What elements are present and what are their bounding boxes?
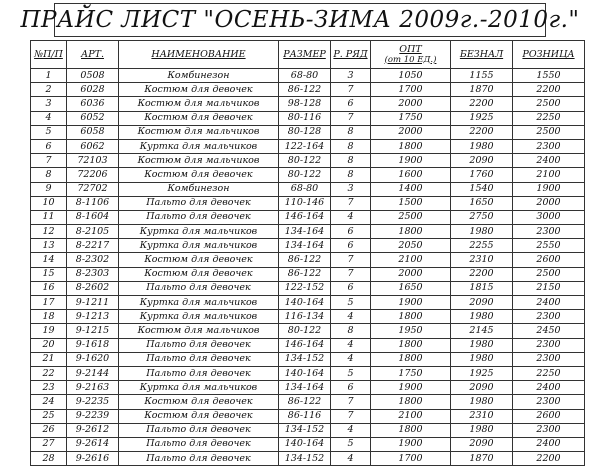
header-opt — [371, 41, 451, 69]
cell-name: Комбинезон — [119, 69, 279, 83]
cell-opt: 1900 — [371, 296, 451, 310]
cell-num: 18 — [31, 310, 67, 324]
header-opt-note: (от 10 ЕД.) — [384, 54, 437, 65]
cell-roz: 2500 — [513, 97, 585, 111]
cell-art: 8-2303 — [67, 267, 119, 281]
cell-num: 17 — [31, 296, 67, 310]
cell-bez: 2090 — [451, 437, 513, 451]
cell-roz: 2400 — [513, 437, 585, 451]
cell-bez: 2200 — [451, 267, 513, 281]
cell-art: 8-1604 — [67, 210, 119, 224]
cell-num: 11 — [31, 210, 67, 224]
cell-bez: 1980 — [451, 139, 513, 153]
cell-opt: 1650 — [371, 281, 451, 295]
cell-art: 9-2616 — [67, 452, 119, 466]
cell-row: 7 — [331, 253, 371, 267]
cell-num: 16 — [31, 281, 67, 295]
cell-art: 9-1618 — [67, 338, 119, 352]
cell-art: 6058 — [67, 125, 119, 139]
cell-art: 9-2614 — [67, 437, 119, 451]
cell-art: 9-1213 — [67, 310, 119, 324]
cell-roz: 2300 — [513, 139, 585, 153]
cell-name: Костюм для девочек — [119, 395, 279, 409]
cell-name: Пальто для девочек — [119, 281, 279, 295]
cell-art: 8-2302 — [67, 253, 119, 267]
header-size: РАЗМЕР — [279, 41, 331, 69]
cell-opt: 1950 — [371, 324, 451, 338]
cell-row: 3 — [331, 182, 371, 196]
cell-num: 22 — [31, 366, 67, 380]
cell-num: 13 — [31, 239, 67, 253]
cell-roz: 3000 — [513, 210, 585, 224]
cell-num: 14 — [31, 253, 67, 267]
cell-opt: 2000 — [371, 97, 451, 111]
cell-size: 80-122 — [279, 168, 331, 182]
cell-row: 6 — [331, 281, 371, 295]
cell-size: 116-134 — [279, 310, 331, 324]
cell-roz: 2300 — [513, 225, 585, 239]
cell-name: Костюм для девочек — [119, 253, 279, 267]
cell-size: 140-164 — [279, 296, 331, 310]
table-row — [31, 352, 585, 366]
cell-opt: 1800 — [371, 338, 451, 352]
cell-roz: 2250 — [513, 111, 585, 125]
title-box — [20, 3, 580, 37]
cell-row: 8 — [331, 125, 371, 139]
cell-row: 4 — [331, 210, 371, 224]
cell-opt: 1800 — [371, 395, 451, 409]
cell-name: Костюм для девочек — [119, 267, 279, 281]
cell-name: Костюм для девочек — [119, 111, 279, 125]
cell-art: 8-2105 — [67, 225, 119, 239]
cell-roz: 2100 — [513, 168, 585, 182]
cell-bez: 2090 — [451, 296, 513, 310]
cell-size: 134-164 — [279, 225, 331, 239]
cell-name: Костюм для мальчиков — [119, 125, 279, 139]
cell-num: 4 — [31, 111, 67, 125]
cell-row: 5 — [331, 437, 371, 451]
cell-art: 0508 — [67, 69, 119, 83]
table-row — [31, 239, 585, 253]
cell-size: 140-164 — [279, 366, 331, 380]
cell-name: Комбинезон — [119, 182, 279, 196]
cell-bez: 2255 — [451, 239, 513, 253]
cell-opt: 2500 — [371, 210, 451, 224]
cell-bez: 1155 — [451, 69, 513, 83]
cell-size: 146-164 — [279, 210, 331, 224]
cell-opt: 1800 — [371, 139, 451, 153]
cell-bez: 2310 — [451, 409, 513, 423]
cell-name: Пальто для девочек — [119, 423, 279, 437]
header-art: АРТ. — [67, 41, 119, 69]
cell-art: 9-1211 — [67, 296, 119, 310]
cell-opt: 1400 — [371, 182, 451, 196]
cell-bez: 2200 — [451, 97, 513, 111]
cell-opt: 1800 — [371, 352, 451, 366]
cell-row: 7 — [331, 111, 371, 125]
cell-num: 27 — [31, 437, 67, 451]
cell-opt: 2100 — [371, 409, 451, 423]
cell-art: 6062 — [67, 139, 119, 153]
cell-opt: 1050 — [371, 69, 451, 83]
cell-art: 9-2612 — [67, 423, 119, 437]
table-body — [31, 69, 585, 466]
cell-art: 72702 — [67, 182, 119, 196]
cell-opt: 2050 — [371, 239, 451, 253]
cell-row: 8 — [331, 324, 371, 338]
cell-name: Куртка для мальчиков — [119, 381, 279, 395]
cell-size: 86-122 — [279, 253, 331, 267]
cell-num: 6 — [31, 139, 67, 153]
cell-opt: 1900 — [371, 154, 451, 168]
cell-roz: 2400 — [513, 381, 585, 395]
cell-art: 9-2144 — [67, 366, 119, 380]
table-row — [31, 253, 585, 267]
cell-num: 21 — [31, 352, 67, 366]
cell-row: 4 — [331, 352, 371, 366]
cell-art: 9-1620 — [67, 352, 119, 366]
table-row — [31, 409, 585, 423]
cell-num: 10 — [31, 196, 67, 210]
table-row — [31, 366, 585, 380]
cell-size: 80-122 — [279, 324, 331, 338]
cell-roz: 2250 — [513, 366, 585, 380]
table-row — [31, 182, 585, 196]
cell-roz: 2300 — [513, 423, 585, 437]
cell-name: Костюм для девочек — [119, 409, 279, 423]
cell-bez: 1980 — [451, 310, 513, 324]
header-row: Р. РЯД — [331, 41, 371, 69]
table-row — [31, 225, 585, 239]
cell-row: 7 — [331, 395, 371, 409]
table-row — [31, 83, 585, 97]
cell-size: 80-122 — [279, 154, 331, 168]
table-row — [31, 281, 585, 295]
cell-art: 9-2235 — [67, 395, 119, 409]
cell-num: 23 — [31, 381, 67, 395]
cell-row: 4 — [331, 338, 371, 352]
cell-art: 9-2163 — [67, 381, 119, 395]
cell-name: Пальто для девочек — [119, 366, 279, 380]
cell-size: 134-164 — [279, 381, 331, 395]
cell-bez: 1980 — [451, 352, 513, 366]
cell-size: 146-164 — [279, 338, 331, 352]
table-row — [31, 154, 585, 168]
cell-row: 7 — [331, 196, 371, 210]
cell-size: 86-122 — [279, 395, 331, 409]
header-bez: БЕЗНАЛ — [451, 41, 513, 69]
cell-row: 6 — [331, 225, 371, 239]
cell-roz: 2300 — [513, 310, 585, 324]
cell-roz: 2500 — [513, 267, 585, 281]
table-row — [31, 69, 585, 83]
cell-opt: 1900 — [371, 437, 451, 451]
cell-name: Пальто для девочек — [119, 352, 279, 366]
table-row — [31, 139, 585, 153]
table-row — [31, 452, 585, 466]
cell-num: 20 — [31, 338, 67, 352]
cell-opt: 1900 — [371, 381, 451, 395]
cell-roz: 2400 — [513, 154, 585, 168]
cell-roz: 2300 — [513, 395, 585, 409]
cell-row: 6 — [331, 97, 371, 111]
cell-name: Пальто для девочек — [119, 210, 279, 224]
cell-opt: 1800 — [371, 225, 451, 239]
table-row — [31, 310, 585, 324]
cell-name: Костюм для девочек — [119, 83, 279, 97]
cell-art: 6036 — [67, 97, 119, 111]
cell-bez: 1980 — [451, 423, 513, 437]
cell-name: Костюм для мальчиков — [119, 324, 279, 338]
cell-bez: 1650 — [451, 196, 513, 210]
cell-size: 80-116 — [279, 111, 331, 125]
cell-art: 72103 — [67, 154, 119, 168]
table-row — [31, 196, 585, 210]
cell-opt: 1750 — [371, 366, 451, 380]
cell-bez: 2200 — [451, 125, 513, 139]
cell-art: 72206 — [67, 168, 119, 182]
cell-roz: 2500 — [513, 125, 585, 139]
header-num: №П/П — [31, 41, 67, 69]
cell-row: 8 — [331, 154, 371, 168]
cell-bez: 2310 — [451, 253, 513, 267]
table-row — [31, 267, 585, 281]
cell-bez: 1815 — [451, 281, 513, 295]
cell-name: Куртка для мальчиков — [119, 225, 279, 239]
table-row — [31, 395, 585, 409]
cell-name: Пальто для девочек — [119, 437, 279, 451]
cell-roz: 2450 — [513, 324, 585, 338]
cell-roz: 2300 — [513, 338, 585, 352]
cell-opt: 2100 — [371, 253, 451, 267]
cell-roz: 2550 — [513, 239, 585, 253]
cell-roz: 2600 — [513, 253, 585, 267]
table-row — [31, 338, 585, 352]
cell-size: 68-80 — [279, 69, 331, 83]
cell-row: 4 — [331, 452, 371, 466]
cell-bez: 2750 — [451, 210, 513, 224]
cell-num: 8 — [31, 168, 67, 182]
cell-roz: 2400 — [513, 296, 585, 310]
cell-row: 7 — [331, 267, 371, 281]
header-opt-label: ОПТ — [399, 43, 422, 55]
cell-name: Куртка для мальчиков — [119, 296, 279, 310]
cell-opt: 1750 — [371, 111, 451, 125]
cell-bez: 2090 — [451, 381, 513, 395]
cell-bez: 1870 — [451, 452, 513, 466]
cell-name: Костюм для девочек — [119, 168, 279, 182]
cell-name: Костюм для мальчиков — [119, 97, 279, 111]
cell-num: 5 — [31, 125, 67, 139]
cell-size: 80-128 — [279, 125, 331, 139]
table-row — [31, 111, 585, 125]
cell-art: 8-2602 — [67, 281, 119, 295]
table-row — [31, 296, 585, 310]
cell-bez: 2145 — [451, 324, 513, 338]
price-table — [30, 40, 585, 466]
cell-bez: 1760 — [451, 168, 513, 182]
table-row — [31, 97, 585, 111]
cell-size: 98-128 — [279, 97, 331, 111]
cell-opt: 1700 — [371, 452, 451, 466]
cell-opt: 1800 — [371, 310, 451, 324]
cell-roz: 2150 — [513, 281, 585, 295]
cell-size: 122-164 — [279, 139, 331, 153]
cell-opt: 2000 — [371, 125, 451, 139]
cell-bez: 1540 — [451, 182, 513, 196]
cell-num: 26 — [31, 423, 67, 437]
cell-roz: 2200 — [513, 83, 585, 97]
table-header-row — [31, 41, 585, 69]
cell-name: Куртка для мальчиков — [119, 139, 279, 153]
cell-bez: 1980 — [451, 225, 513, 239]
cell-num: 1 — [31, 69, 67, 83]
cell-art: 6028 — [67, 83, 119, 97]
cell-size: 134-152 — [279, 352, 331, 366]
cell-size: 134-152 — [279, 452, 331, 466]
cell-roz: 1900 — [513, 182, 585, 196]
cell-size: 68-80 — [279, 182, 331, 196]
cell-opt: 1500 — [371, 196, 451, 210]
cell-num: 24 — [31, 395, 67, 409]
cell-roz: 2600 — [513, 409, 585, 423]
cell-num: 2 — [31, 83, 67, 97]
cell-num: 25 — [31, 409, 67, 423]
cell-art: 8-1106 — [67, 196, 119, 210]
cell-size: 140-164 — [279, 437, 331, 451]
cell-art: 8-2217 — [67, 239, 119, 253]
cell-art: 6052 — [67, 111, 119, 125]
cell-num: 28 — [31, 452, 67, 466]
cell-roz: 1550 — [513, 69, 585, 83]
cell-size: 86-122 — [279, 267, 331, 281]
cell-row: 5 — [331, 296, 371, 310]
cell-art: 9-2239 — [67, 409, 119, 423]
cell-roz: 2200 — [513, 452, 585, 466]
cell-roz: 2300 — [513, 352, 585, 366]
cell-size: 86-122 — [279, 83, 331, 97]
cell-opt: 1600 — [371, 168, 451, 182]
header-name: НАИМЕНОВАНИЕ — [119, 41, 279, 69]
cell-bez: 1980 — [451, 395, 513, 409]
cell-name: Пальто для девочек — [119, 452, 279, 466]
cell-row: 4 — [331, 310, 371, 324]
table-row — [31, 423, 585, 437]
table-row — [31, 210, 585, 224]
cell-size: 86-116 — [279, 409, 331, 423]
cell-size: 110-146 — [279, 196, 331, 210]
cell-name: Куртка для мальчиков — [119, 310, 279, 324]
cell-row: 8 — [331, 139, 371, 153]
cell-bez: 2090 — [451, 154, 513, 168]
table-row — [31, 381, 585, 395]
cell-row: 7 — [331, 83, 371, 97]
page-title: ПРАЙС ЛИСТ "ОСЕНЬ-ЗИМА 2009г.-2010г." — [20, 7, 580, 33]
cell-name: Пальто для девочек — [119, 338, 279, 352]
cell-art: 9-1215 — [67, 324, 119, 338]
cell-row: 6 — [331, 381, 371, 395]
cell-row: 7 — [331, 409, 371, 423]
cell-bez: 1870 — [451, 83, 513, 97]
table-row — [31, 437, 585, 451]
cell-num: 9 — [31, 182, 67, 196]
cell-num: 12 — [31, 225, 67, 239]
table-row — [31, 168, 585, 182]
cell-name: Костюм для мальчиков — [119, 154, 279, 168]
table-row — [31, 324, 585, 338]
cell-opt: 1700 — [371, 83, 451, 97]
cell-size: 134-164 — [279, 239, 331, 253]
cell-size: 122-152 — [279, 281, 331, 295]
cell-name: Куртка для мальчиков — [119, 239, 279, 253]
cell-bez: 1925 — [451, 366, 513, 380]
cell-row: 4 — [331, 423, 371, 437]
cell-bez: 1925 — [451, 111, 513, 125]
cell-row: 3 — [331, 69, 371, 83]
cell-num: 15 — [31, 267, 67, 281]
cell-num: 19 — [31, 324, 67, 338]
cell-num: 7 — [31, 154, 67, 168]
cell-opt: 2000 — [371, 267, 451, 281]
cell-roz: 2000 — [513, 196, 585, 210]
cell-name: Пальто для девочек — [119, 196, 279, 210]
cell-num: 3 — [31, 97, 67, 111]
cell-row: 6 — [331, 239, 371, 253]
cell-row: 8 — [331, 168, 371, 182]
cell-row: 5 — [331, 366, 371, 380]
table-row — [31, 125, 585, 139]
cell-size: 134-152 — [279, 423, 331, 437]
cell-bez: 1980 — [451, 338, 513, 352]
header-roz: РОЗНИЦА — [513, 41, 585, 69]
cell-opt: 1800 — [371, 423, 451, 437]
